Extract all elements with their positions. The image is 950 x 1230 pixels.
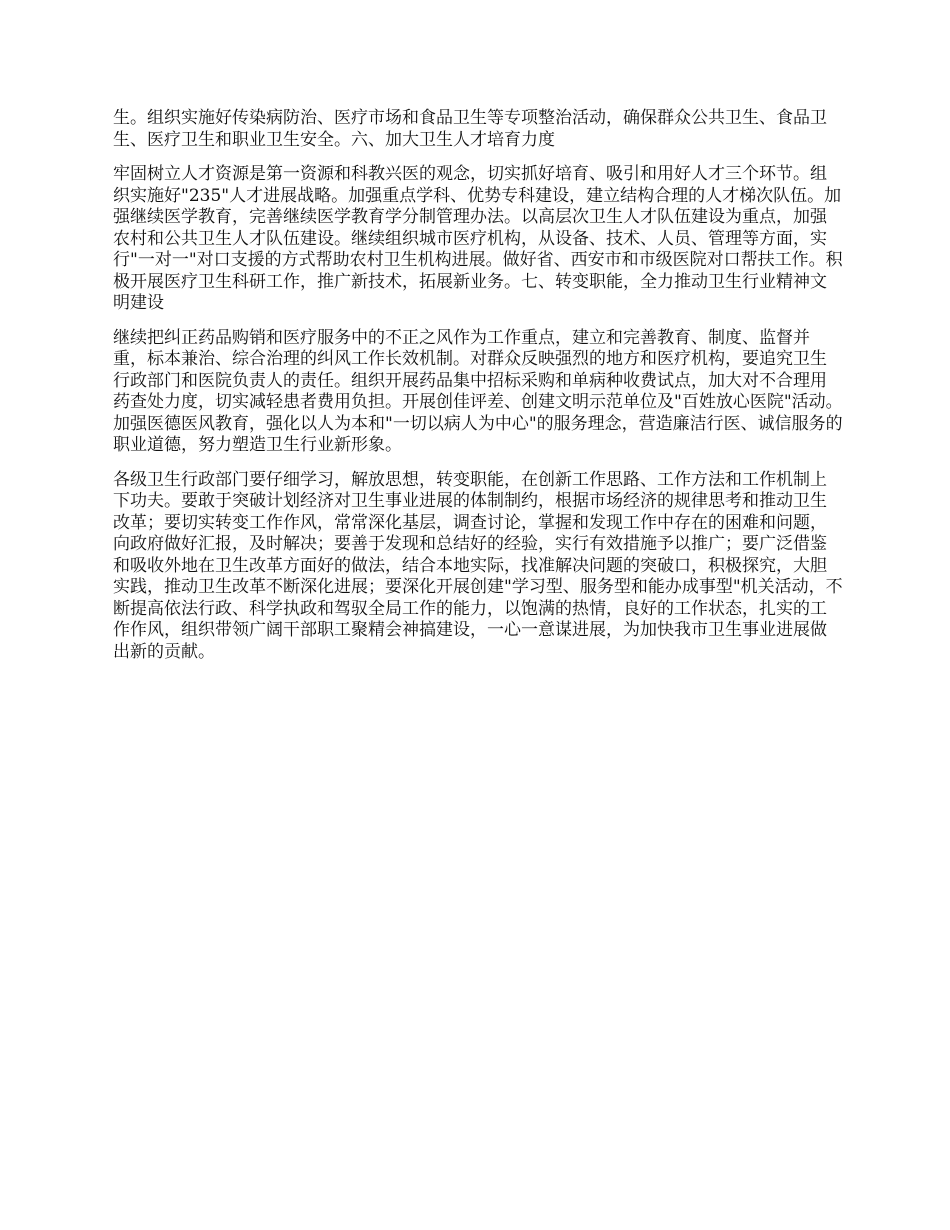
document-body xyxy=(113,108,843,676)
paragraph-2: 牢固树立人才资源是第一资源和科教兴医的观念，切实抓好培育、吸引和用好人才三个环节。组织实施好"235"人才进展战略。加强重点学科、优势专科建设，建立结构合理的人才梯次队伍。加强继续医学教育，完善继续医学教育学分制管理办法。以高层次卫生人才队伍建设为重点，加强农村和公共卫生人才队伍建设。继续组织城市医疗机构，从设备、技术、人员、管理等方面，实行"一对一"对口支援的方式帮助农村卫生机构进展。做好省、西安市和市级医院对口帮扶工作。积极开展医疗卫生科研工作，推广新技术，拓展新业务。七、转变职能，全力推动卫生行业精神文明建设 xyxy=(113,164,843,313)
paragraph-3: 继续把纠正药品购销和医疗服务中的不正之风作为工作重点，建立和完善教育、制度、监督并重，标本兼治、综合治理的纠风工作长效机制。对群众反映强烈的地方和医疗机构，要追究卫生行政部门和医院负责人的责任。组织开展药品集中招标采购和单病种收费试点，加大对不合理用药查处力度，切实减轻患者费用负担。开展创佳评差、创建文明示范单位及"百姓放心医院"活动。加强医德医风教育，强化以人为本和"一切以病人为中心"的服务理念，营造廉洁行医、诚信服务的职业道德，努力塑造卫生行业新形象。 xyxy=(113,327,843,455)
paragraph-1: 生。组织实施好传染病防治、医疗市场和食品卫生等专项整治活动，确保群众公共卫生、食品卫生、医疗卫生和职业卫生安全。六、加大卫生人才培育力度 xyxy=(113,108,827,150)
paragraph-4: 各级卫生行政部门要仔细学习，解放思想，转变职能，在创新工作思路、工作方法和工作机制上下功夫。要敢于突破计划经济对卫生事业进展的体制制约，根据市场经济的规律思考和推动卫生改革；要切实转变工作作风，常常深化基层，调查讨论，掌握和发现工作中存在的困难和问题，向政府做好汇报，及时解决；要善于发现和总结好的经验，实行有效措施予以推广；要广泛借鉴和吸收外地在卫生改革方面好的做法，结合本地实际，找准解决问题的突破口，积极探究，大胆实践，推动卫生改革不断深化进展；要深化开展创建"学习型、服务型和能办成事型"机关活动，不断提高依法行政、科学执政和驾驭全局工作的能力，以饱满的热情，良好的工作状态，扎实的工作作风，组织带领广阔干部职工聚精会神搞建设，一心一意谋进展，为加快我市卫生事业进展做出新的贡献。 xyxy=(113,469,843,662)
